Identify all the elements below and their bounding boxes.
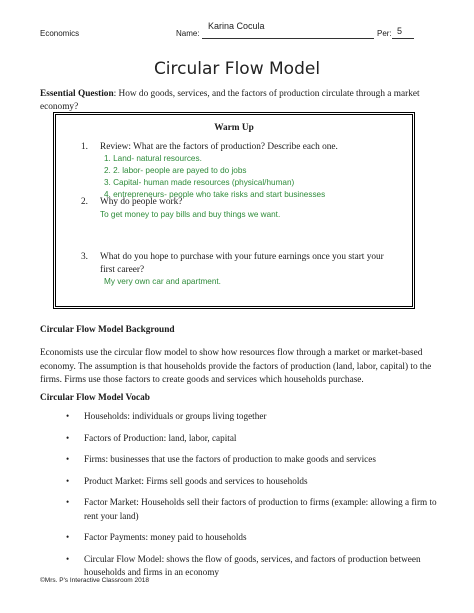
vocab-list bbox=[62, 410, 444, 588]
essential-question-label: Essential Question bbox=[40, 89, 114, 99]
period-value: 5 bbox=[397, 26, 403, 36]
vocab-item-factor-payments: • Factor Payments: money paid to households bbox=[84, 531, 444, 545]
q1-answer-2: 2. 2. labor- people are payed to do jobs bbox=[104, 166, 247, 175]
subject-label: Economics bbox=[40, 29, 80, 38]
q1-number: 1. bbox=[81, 142, 88, 152]
q2-answer: To get money to pay bills and buy things we want. bbox=[100, 210, 281, 219]
vocab-item-circular-flow-model: • Circular Flow Model: shows the flow of goods, services, and factors of production between households and firms in an economy bbox=[84, 553, 444, 580]
vocab-heading: Circular Flow Model Vocab bbox=[40, 393, 150, 403]
period-label: Per: bbox=[377, 29, 392, 38]
vocab-item-factors-of-production: • Factors of Production: land, labor, capital bbox=[84, 432, 444, 446]
vocab-item-factor-market: • Factor Market: Households sell their factors of production to firms (example: allowing a firm to rent your land) bbox=[84, 496, 444, 523]
vocab-item-households: • Households: individuals or groups living together bbox=[84, 410, 444, 424]
vocab-item-product-market: • Product Market: Firms sell goods and services to households bbox=[84, 475, 444, 489]
q1-answer-3: 3. Capital- human made resources (physical/human) bbox=[104, 178, 295, 187]
warm-up-heading: Warm Up bbox=[214, 123, 254, 133]
q2-text: Why do people work? bbox=[100, 197, 183, 207]
q1-answer-4: 4. entrepreneurs- people who take risks and start businesses bbox=[104, 190, 326, 199]
q3-answer: My very own car and apartment. bbox=[104, 277, 221, 286]
student-name: Karina Cocula bbox=[208, 21, 265, 31]
essential-question-text: : How do goods, services, and the factors of production circulate through a market economy? bbox=[40, 89, 420, 112]
name-label: Name: bbox=[176, 29, 200, 38]
q2-number: 2. bbox=[81, 197, 88, 207]
background-text: Economists use the circular flow model to show how resources flow through a market or market-based economy. The assumption is that households provide the factors of production (land, labor, capital) to the firms. Firms use those factors to create goods and services which households purchase. bbox=[40, 348, 432, 386]
q3-text: What do you hope to purchase with your future earnings once you start your first career? bbox=[100, 252, 384, 275]
page-title: Circular Flow Model bbox=[153, 59, 321, 79]
q3-number: 3. bbox=[81, 252, 88, 262]
q1-text: Review: What are the factors of production? Describe each one. bbox=[100, 142, 338, 152]
background-heading: Circular Flow Model Background bbox=[40, 325, 175, 335]
warm-up-box bbox=[55, 114, 413, 307]
essential-question bbox=[40, 88, 432, 114]
q1-answer-1: 1. Land- natural resources. bbox=[104, 154, 202, 163]
copyright-footer: ©Mrs. P's Interactive Classroom 2018 bbox=[40, 577, 149, 584]
vocab-item-firms: • Firms: businesses that use the factors of production to make goods and services bbox=[84, 453, 444, 467]
period-underline bbox=[392, 38, 414, 39]
name-underline bbox=[202, 38, 374, 39]
